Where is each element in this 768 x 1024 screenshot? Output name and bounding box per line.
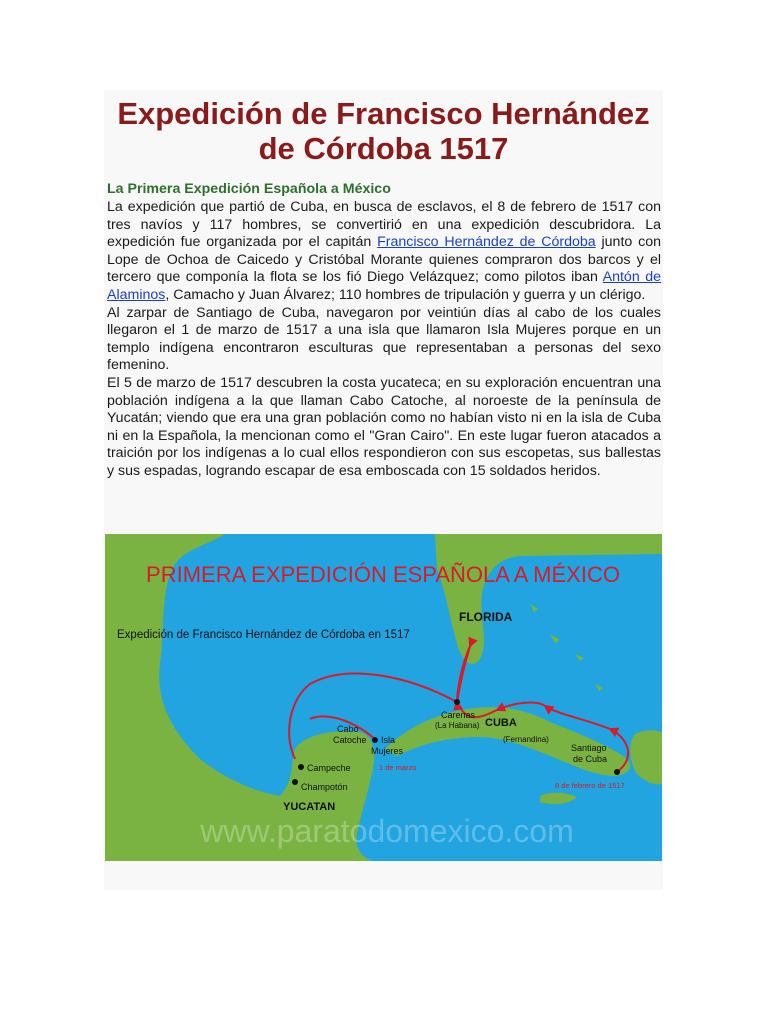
santiago-dot <box>614 769 620 775</box>
map-caption: Expedición de Francisco Hernández de Córdoba en 1517 <box>117 629 410 641</box>
label-fernandina: (Fernandina) <box>503 735 549 744</box>
article-subtitle: La Primera Expedición Española a México <box>107 181 391 197</box>
expedition-map <box>105 534 662 861</box>
article-body <box>107 199 661 481</box>
title-line-2: de Córdoba 1517 <box>258 131 509 166</box>
campeche-dot <box>298 764 304 770</box>
p1-text-c: , Camacho y Juan Álvarez; 110 hombres de tripulación y guerra y un clérigo. <box>165 286 646 303</box>
anton-de-alaminos-link[interactable]: Antón de Alaminos <box>107 269 661 303</box>
label-cuba: CUBA <box>485 717 517 729</box>
p1-text-a: La expedición que partió de Cuba, en busca de esclavos, el 8 de febrero de 1517 con tres navíos y 117 hombres, se convertirió en una expedición descubridora. La expedición fue organizada por el capitán <box>107 199 661 251</box>
label-la-habana: (La Habana) <box>435 721 480 730</box>
label-isla-1: Isla <box>381 735 396 745</box>
label-santiago-1: Santiago <box>571 743 607 753</box>
label-campeche: Campeche <box>307 763 351 773</box>
carenas-dot <box>454 699 460 705</box>
isla-mujeres-dot <box>372 737 378 743</box>
champoton-dot <box>292 779 298 785</box>
paragraph-3: El 5 de marzo de 1517 descubren la costa yucateca; en su exploración encuentran una población indígena a la que llaman Cabo Catoche, al noroeste de la península de Yucatán; viendo que era una gran población como no habían visto ni en la isla de Cuba ni en la Española, la mencionan como el "Gran Cairo". En este lugar fueron atacados a traición por los indígenas a lo cual ellos respondieron con sus escopetas, sus ballestas y sus espadas, logrando escapar de esa emboscada con 15 soldados heridos. <box>107 374 661 479</box>
paragraph-2: Al zarpar de Santiago de Cuba, navegaron por veintiún días al cabo de los cuales llegaron el 1 de marzo de 1517 a una isla que llamaron Isla Mujeres porque en un templo indígena encontraron esculturas que representaban a personas del sexo femenino. <box>107 304 661 374</box>
title-line-1: Expedición de Francisco Hernández <box>117 96 650 131</box>
label-champoton: Champotón <box>301 782 348 792</box>
label-carenas: Carenas <box>441 710 476 720</box>
map-watermark: www.paratodomexico.com <box>200 813 574 849</box>
label-isla-date: 1 de marzo <box>379 763 417 772</box>
paragraph-1 <box>107 199 661 305</box>
p1-text-b: junto con Lope de Ochoa de Caicedo y Cristóbal Morante quienes compraron dos barcos y el tercero que componía la flota se los fió Diego Velázquez; como pilotos iban <box>107 234 661 286</box>
label-florida: FLORIDA <box>459 610 513 624</box>
label-cabo-1: Cabo <box>337 724 359 734</box>
map-title: PRIMERA EXPEDICIÓN ESPAÑOLA A MÉXICO <box>146 562 620 587</box>
article-title <box>104 96 663 166</box>
label-isla-2: Mujeres <box>371 746 404 756</box>
label-yucatan: YUCATAN <box>283 801 336 813</box>
label-santiago-date: 8 de febrero de 1517 <box>555 781 625 790</box>
label-santiago-2: de Cuba <box>573 754 608 764</box>
map-svg <box>105 534 662 861</box>
francisco-hernandez-link[interactable]: Francisco Hernández de Córdoba <box>377 234 596 251</box>
label-cabo-2: Catoche <box>333 735 367 745</box>
